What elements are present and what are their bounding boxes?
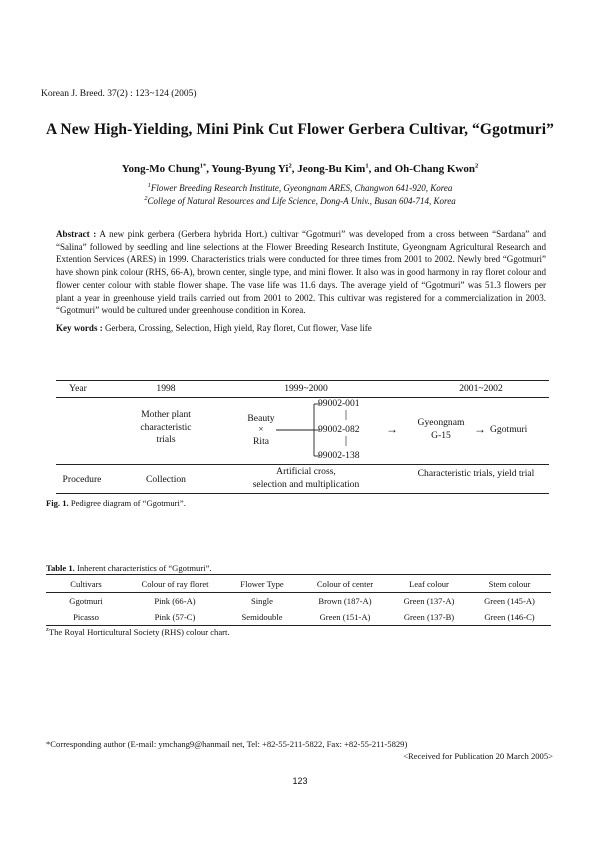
column-header: Stem colour (468, 575, 551, 593)
author-affil-mark: 1* (199, 162, 207, 170)
table-cell: Semidouble (224, 609, 300, 626)
header-1998: 1998 (156, 383, 176, 394)
footnote-mark: z (46, 626, 49, 634)
procedure-artificial-cross: Artificial cross, selection and multiplication (252, 466, 360, 490)
figure-caption (46, 498, 186, 508)
table-cell: Green (137-B) (390, 609, 468, 626)
column-header: Flower Type (224, 575, 300, 593)
pedigree-diagram (56, 380, 549, 495)
author-name: , Jeong-Bu Kim (291, 163, 366, 175)
line-99002-138: 99002-138 (318, 450, 360, 461)
table-cell: Green (151-A) (300, 609, 390, 626)
header-year: Year (69, 383, 87, 394)
table-cell: Green (146-C) (468, 609, 551, 626)
author-name: Yong-Mo Chung (121, 163, 200, 175)
author-affil-mark: 2 (474, 162, 479, 170)
affil-mark: 2 (144, 195, 148, 202)
keywords-text: Gerbera, Crossing, Selection, High yield, Ray floret, Cut flower, Vase life (102, 323, 372, 333)
arrow-right-icon: → (474, 422, 486, 436)
abstract-label: Abstract : (56, 229, 97, 239)
footnote-text: The Royal Horticultural Society (RHS) colour chart. (48, 627, 230, 637)
table-cell: Pink (57-C) (126, 609, 224, 626)
keywords-label: Key words : (56, 323, 103, 333)
abstract-text: A new pink gerbera (Gerbera hybrida Hort.) cultivar “Ggotmuri” was developed from a cross between “Sardana” and “Salina” followed by seedling and line selections at the Flower Breeding Research Institute, Gyeongnam Agricultural Research and Extention Services (ARES) in 1999. Characteristics trials were conducted for three times from 2001 to 2002. Newly bred “Ggotmuri” have shown pink colour (RHS, 66-A), brown center, single type, and mini flower. It also was in good harmony in ray floret colour and flower center colour with stable flower shape. The vase life was 11.6 days. The average yield of “Ggotmuri” was 51.3 flowers per plant a year in greenhouse yield trails carried out from 2001 to 2002. This cultivar was registered for a commercialization in 2003. “Ggotmuri” would be cultured under greenhouse condition in Korea. (56, 229, 546, 316)
affil-mark: 1 (147, 182, 151, 189)
line-99002-001: 99002-001 (318, 398, 360, 409)
procedure-label: Procedure (62, 474, 102, 485)
cultivar-ggotmuri: Ggotmuri (490, 424, 528, 435)
table-cell: Picasso (46, 609, 126, 626)
paper-title: A New High-Yielding, Mini Pink Cut Flower Gerbera Cultivar, “Ggotmuri” (45, 121, 554, 138)
affiliation-2 (0, 196, 600, 206)
received-date: <Received for Publication 20 March 2005> (403, 751, 553, 761)
table-row (46, 609, 551, 626)
parent-beauty: Beauty (247, 413, 275, 424)
author-affil-mark: 2 (288, 162, 292, 170)
column-header: Cultivars (46, 575, 126, 593)
characteristics-table (46, 574, 551, 626)
mother-plant-trials: Mother plant characteristic trials (140, 409, 192, 445)
cross-symbol: × (258, 424, 264, 435)
affiliation-text: College of Natural Resources and Life Science, Dong-A Univ., Busan 604-714, Korea (147, 196, 456, 206)
figure-caption-text: Pedigree diagram of “Ggotmuri”. (68, 498, 186, 508)
table-cell: Ggotmuri (69, 596, 103, 606)
gyeongnam-g15: Gyeongnam G-15 (417, 417, 465, 441)
author-name: , Young-Byung Yi (206, 163, 289, 175)
parent-rita: Rita (253, 436, 269, 447)
header-1999-2000: 1999~2000 (284, 383, 328, 394)
table-footnote (46, 627, 230, 637)
keywords (56, 323, 546, 333)
table-caption (46, 563, 212, 573)
table-caption-text: Inherent characteristics of “Ggotmuri”. (74, 563, 212, 573)
author-list (0, 163, 600, 175)
procedure-char-trials: Characteristic trials, yield trial (417, 468, 535, 479)
header-2001-2002: 2001~2002 (459, 383, 503, 394)
affiliation-text: Flower Breeding Research Institute, Gyeongnam ARES, Changwon 641-920, Korea (150, 183, 453, 193)
table-header-row (46, 575, 551, 593)
table-row (46, 593, 551, 610)
column-header: Leaf colour (390, 575, 468, 593)
affiliation-1 (0, 183, 600, 193)
author-name: , and Oh-Chang Kwon (368, 163, 475, 175)
line-99002-082: 99002-082 (318, 424, 360, 435)
procedure-collection: Collection (146, 474, 186, 485)
column-header: Colour of ray floret (126, 575, 224, 593)
table-cell: Pink (66-A) (154, 596, 196, 606)
table-cell: Green (137-A) (403, 596, 455, 606)
table-cell: Single (251, 596, 273, 606)
figure-caption-label: Fig. 1. (46, 498, 69, 508)
arrow-right-icon: → (386, 422, 398, 436)
page-number: 123 (292, 776, 308, 786)
column-header: Colour of center (300, 575, 390, 593)
table-cell: Brown (187-A) (318, 596, 372, 606)
journal-citation: Korean J. Breed. 37(2) : 123~124 (2005) (41, 89, 197, 99)
abstract (56, 228, 546, 317)
corresponding-author: *Corresponding author (E-mail: ymchang9@hanmail net, Tel: +82-55-211-5822, Fax: +82-55-211-5829) (46, 739, 408, 749)
author-affil-mark: 1 (365, 162, 369, 170)
table-caption-label: Table 1. (46, 563, 75, 573)
table-cell: Green (145-A) (484, 596, 535, 606)
